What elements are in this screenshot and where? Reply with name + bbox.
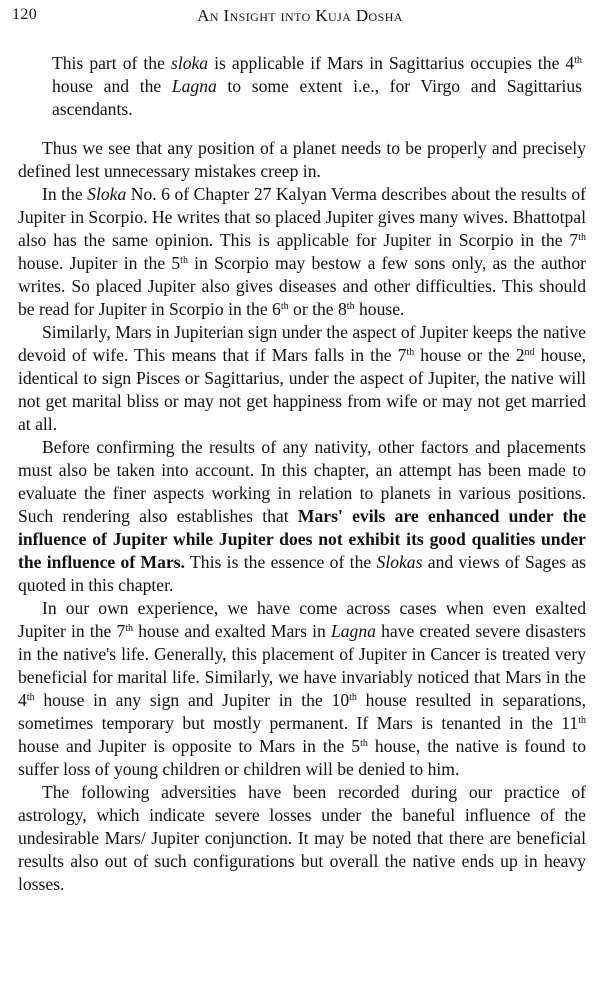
italic-term: Lagna bbox=[171, 76, 217, 96]
paragraph bbox=[52, 52, 582, 121]
bold-text: Mars' evils are enhanced under the influence of Jupiter while Jupiter does not exhibit its good qualities under the influence of Mars. bbox=[18, 506, 586, 572]
text-run: in Scorpio may bestow a few sons only, as the author writes. So placed Jupiter also gives diseases and other difficulties. This should be read for Jupiter in Scorpio in the 6 bbox=[18, 253, 586, 319]
ordinal-suffix: th bbox=[578, 232, 586, 243]
text-run: This is the essence of the bbox=[185, 552, 377, 572]
paragraph bbox=[18, 597, 586, 781]
ordinal-suffix: th bbox=[346, 301, 355, 312]
text-run: have created severe disasters in the native's life. Generally, this placement of Jupiter in Cancer is treated very beneficial for marital life. Similarly, we have invariably noticed that Mars in the 4 bbox=[18, 621, 587, 710]
paragraph bbox=[18, 436, 586, 597]
ordinal-suffix: nd bbox=[524, 347, 535, 358]
text-run: to some extent i.e., for Virgo and Sagittarius ascendants. bbox=[52, 76, 582, 119]
text-run: The following adversities have been recorded during our practice of astrology, which indicate severe losses under the baneful influence of the undesirable Mars/ Jupiter conjunction. It may be noted that there are beneficial results also out of such configurations but overall the native ends up in heavy losses. bbox=[18, 782, 586, 894]
text-run: Similarly, Mars in Jupiterian sign under the aspect of Jupiter keeps the native devoid of wife. This means that if Mars falls in the 7 bbox=[18, 322, 586, 365]
ordinal-suffix: th bbox=[349, 692, 357, 703]
body-text bbox=[18, 52, 586, 896]
ordinal-suffix: th bbox=[406, 347, 415, 358]
text-run: Thus we see that any position of a planet needs to be properly and precisely defined lest unnecessary mistakes creep in. bbox=[18, 138, 586, 181]
paragraph bbox=[18, 781, 586, 896]
text-run: house or the 2 bbox=[414, 345, 525, 365]
text-run: house. Jupiter in the 5 bbox=[18, 253, 181, 273]
text-run: house and the bbox=[52, 76, 172, 96]
ordinal-suffix: th bbox=[574, 55, 582, 66]
text-run: or the 8 bbox=[288, 299, 347, 319]
italic-term: Sloka bbox=[87, 184, 127, 204]
page-header bbox=[12, 6, 588, 28]
text-run: house in any sign and Jupiter in the 10 bbox=[34, 690, 350, 710]
text-run: house, the native is found to suffer loss of young children or children will be denied to him. bbox=[18, 736, 586, 779]
italic-term: Lagna bbox=[330, 621, 376, 641]
running-title: An Insight into Kuja Dosha bbox=[197, 6, 403, 25]
text-run: house and Jupiter is opposite to Mars in the 5 bbox=[18, 736, 361, 756]
ordinal-suffix: th bbox=[180, 255, 188, 266]
text-run: house resulted in separations, sometimes temporary but mostly permanent. If Mars is tenanted in the 11 bbox=[18, 690, 586, 733]
text-run: house, identical to sign Pisces or Sagittarius, under the aspect of Jupiter, the native will not get marital bliss or may not get happiness from wife or may not get married at all. bbox=[18, 345, 587, 434]
text-run: and views of Sages as quoted in this chapter. bbox=[18, 552, 586, 595]
ordinal-suffix: th bbox=[280, 301, 289, 312]
paragraph bbox=[18, 137, 586, 183]
text-run: house. bbox=[354, 299, 405, 319]
italic-term: Slokas bbox=[376, 552, 423, 572]
ordinal-suffix: th bbox=[26, 692, 35, 703]
text-run: In our own experience, we have come across cases when even exalted Jupiter in the 7 bbox=[18, 598, 586, 641]
ordinal-suffix: th bbox=[578, 715, 586, 726]
text-run: No. 6 of Chapter 27 Kalyan Verma describes about the results of Jupiter in Scorpio. He writes that so placed Jupiter gives many wives. Bhattotpal also has the same opinion. This is applicable for Jupiter in Scorpio in the 7 bbox=[18, 184, 586, 250]
text-run: Before confirming the results of any nativity, other factors and placements must also be taken into account. In this chapter, an attempt has been made to evaluate the finer aspects working in relation to planets in various positions. Such rendering also establishes that bbox=[18, 437, 586, 526]
text-run: house and exalted Mars in bbox=[133, 621, 331, 641]
paragraph bbox=[18, 321, 586, 436]
paragraph bbox=[18, 183, 586, 321]
ordinal-suffix: th bbox=[125, 623, 134, 634]
text-run: is applicable if Mars in Sagittarius occupies the 4 bbox=[208, 53, 575, 73]
page-number: 120 bbox=[12, 6, 38, 23]
text-run: This part of the bbox=[52, 53, 171, 73]
italic-term: sloka bbox=[170, 53, 209, 73]
text-run: In the bbox=[42, 184, 88, 204]
ordinal-suffix: th bbox=[360, 738, 368, 749]
